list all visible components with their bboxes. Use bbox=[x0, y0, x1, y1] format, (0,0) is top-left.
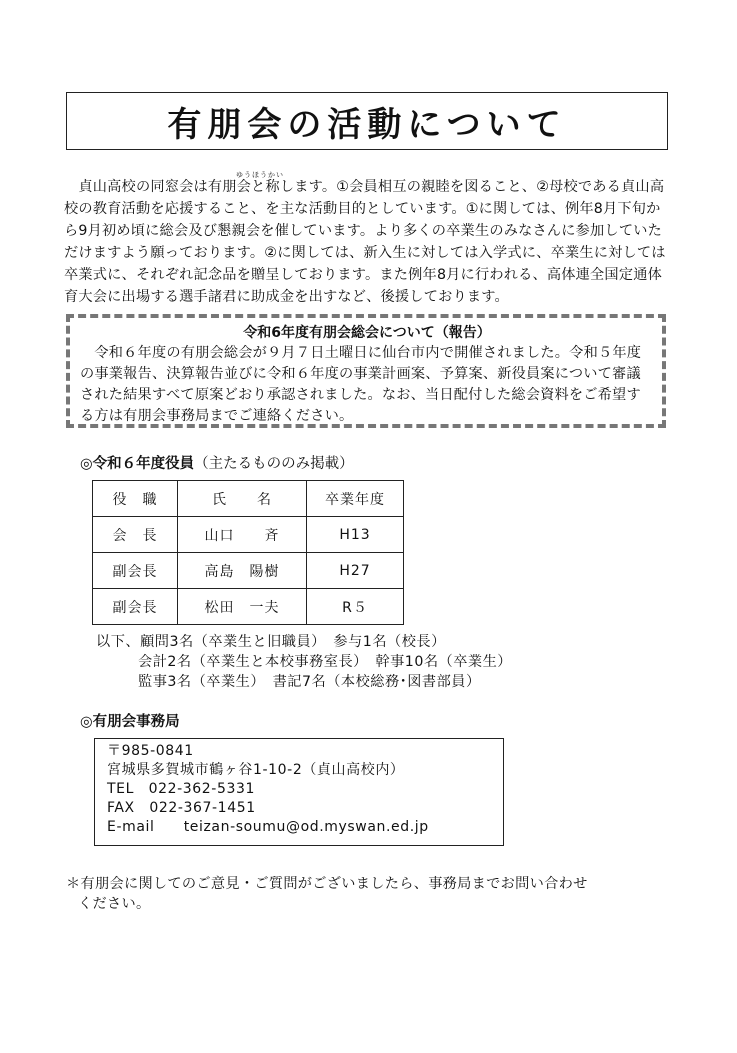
postal-code: 〒985-0841 bbox=[107, 743, 194, 759]
fax: FAX 022-367-1451 bbox=[107, 800, 256, 816]
report-box bbox=[66, 314, 666, 428]
address: 宮城県多賀城市鶴ヶ谷1-10-2（貞山高校内） bbox=[107, 762, 405, 778]
intro-text: 貞山高校の同窓会は有朋会と称します。①会員相互の親睦を図ること、②母校である貞山高校の教育活動を応援すること、を主な活動目的としています。①に関しては、例年8月下旬から9月初め頃に総会及び懇親会を催しています。より多くの卒業生のみなさんに参加していただけますよう願っております。②に関しては、新入生に対しては入学式に、卒業生に対しては卒業式に、それぞれ記念品を贈呈しております。また例年8月に行われる、高体連全国定通体育大会に出場する選手諸君に助成金を出すなど、後援しております。 bbox=[64, 179, 666, 305]
table-row bbox=[93, 553, 404, 589]
cell-role: 副会長 bbox=[93, 589, 178, 625]
table-row bbox=[93, 589, 404, 625]
intro-paragraph bbox=[64, 176, 674, 308]
report-title: 令和6年度有朋会総会について（報告） bbox=[243, 325, 491, 341]
footnote-line: ください。 bbox=[78, 896, 151, 912]
cell-name: 松田 一夫 bbox=[178, 589, 307, 625]
email: E-mail teizan-soumu@od.myswan.ed.jp bbox=[107, 819, 429, 835]
furigana: ゆうほうかい bbox=[236, 171, 284, 179]
office-contact-box bbox=[94, 738, 504, 846]
officers-heading bbox=[80, 452, 354, 473]
office-heading: ◎有朋会事務局 bbox=[80, 714, 180, 730]
cell-name: 山口 斉 bbox=[178, 517, 307, 553]
footnote bbox=[66, 874, 588, 914]
report-paragraph bbox=[80, 343, 654, 427]
report-text: 令和６年度の有朋会総会が９月７日土曜日に仙台市内で開催されました。令和５年度の事業報告、決算報告並びに令和６年度の事業計画案、予算案、新役員案について審議された結果すべて原案どおり承認されました。なお、当日配付した総会資料をご希望する方は有朋会事務局までご連絡ください。 bbox=[80, 345, 642, 424]
cell-name: 高島 陽樹 bbox=[178, 553, 307, 589]
other-officers-line: 会計2名（卒業生と本校事務室長） 幹事10名（卒業生） bbox=[138, 654, 512, 670]
header-name: 氏 名 bbox=[178, 481, 307, 517]
title-box bbox=[66, 92, 668, 150]
officers-heading-bold: ◎令和６年度役員 bbox=[80, 456, 195, 472]
tel: TEL 022-362-5331 bbox=[107, 781, 255, 797]
footnote-line: ＊有朋会に関してのご意見・ご質問がございましたら、事務局までお問い合わせ bbox=[66, 876, 588, 892]
other-officers-line: 以下、顧問3名（卒業生と旧職員） 参与1名（校長） bbox=[96, 634, 446, 650]
page-title: 有朋会の活動について bbox=[167, 104, 567, 145]
officers-heading-note: （主たるもののみ掲載） bbox=[194, 456, 354, 472]
table-row bbox=[93, 517, 404, 553]
cell-year: R５ bbox=[307, 589, 404, 625]
header-role: 役 職 bbox=[93, 481, 178, 517]
cell-year: H13 bbox=[307, 517, 404, 553]
officers-table bbox=[92, 480, 404, 625]
table-header-row bbox=[93, 481, 404, 517]
cell-role: 副会長 bbox=[93, 553, 178, 589]
cell-role: 会 長 bbox=[93, 517, 178, 553]
header-year: 卒業年度 bbox=[307, 481, 404, 517]
other-officers-line: 監事3名（卒業生） 書記7名（本校総務･図書部員） bbox=[138, 674, 481, 690]
cell-year: H27 bbox=[307, 553, 404, 589]
